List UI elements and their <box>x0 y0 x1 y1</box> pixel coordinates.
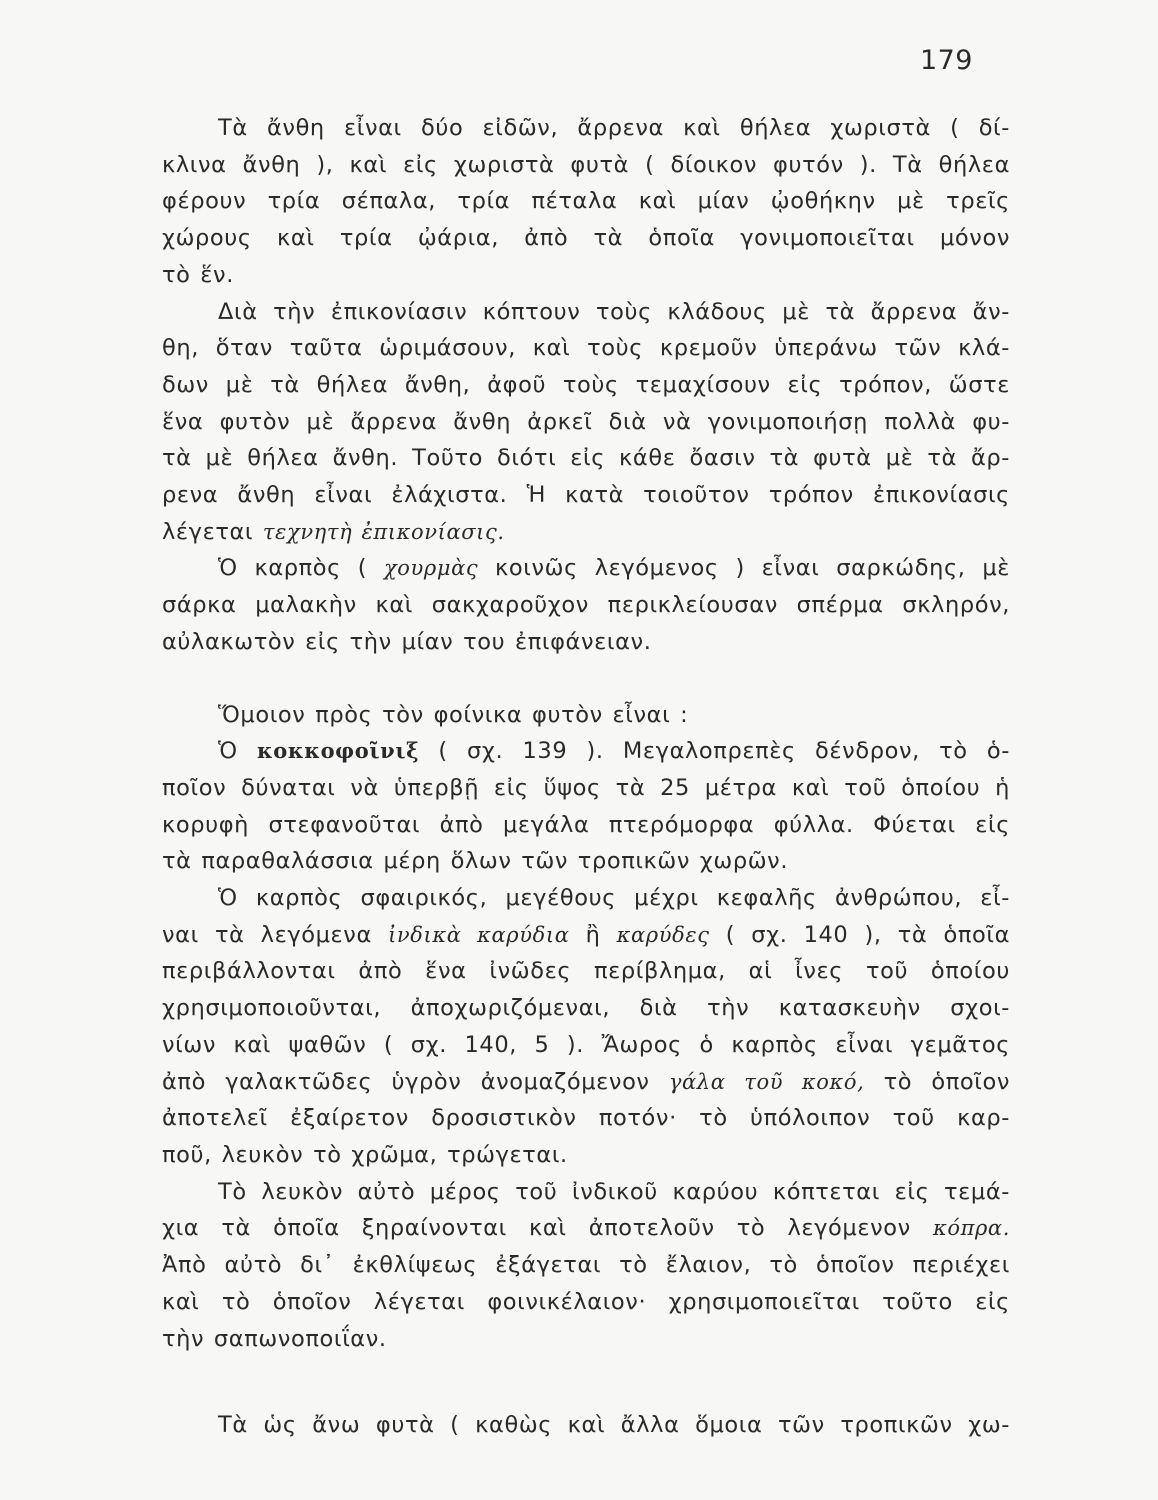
text-line <box>162 1210 1010 1247</box>
text-fragment: Ὁ <box>218 738 257 765</box>
text-line: τὴν σαπωνοποιΐαν. <box>162 1325 387 1352</box>
text-fragment: ἢ <box>569 921 617 948</box>
text-line: νίων καὶ ψαθῶν ( σχ. 140, 5 ). Ἄωρος ὁ καρπὸς εἶναι γεμᾶτος <box>162 1031 1010 1058</box>
paragraph-pollination <box>162 294 1010 551</box>
italic-term: καρύδες <box>616 922 710 947</box>
text-line <box>162 1064 1010 1101</box>
text-line: τὰ μὲ θήλεα ἄνθη. Τοῦτο διότι εἰς κάθε ὄασιν τὰ φυτὰ μὲ τὰ ἄρ- <box>162 445 1010 472</box>
text-line: θη, ὅταν ταῦτα ὡριμάσουν, καὶ τοὺς κρεμοῦν ὑπεράνω τῶν κλά- <box>162 335 1010 362</box>
text-fragment: τὸ ὁποῖον <box>864 1068 1010 1095</box>
text-fragment: ( σχ. 140 ), τὰ ὁποῖα <box>709 921 1010 948</box>
text-line: χρησιμοποιοῦνται, ἀποχωριζόμεναι, διὰ τὴν κατασκευὴν σχοι- <box>162 995 1010 1022</box>
text-line <box>162 550 1010 587</box>
bold-term: κοκκοφοῖνιξ <box>256 738 420 764</box>
text-line: Ἀπὸ αὐτὸ δι᾽ ἐκθλίψεως ἐξάγεται τὸ ἔλαιον, τὸ ὁποῖον περιέχει <box>162 1252 1010 1279</box>
text-fragment: χια τὰ ὁποῖα ξηραίνονται καὶ ἀποτελοῦν τὸ λεγόμενον <box>162 1215 933 1242</box>
paragraph-coconut-fruit <box>162 880 1010 1174</box>
text-line: Τὰ ὡς ἄνω φυτὰ ( καθὼς καὶ ἄλλα ὅμοια τῶν τροπικῶν χω- <box>218 1412 1010 1439</box>
text-line: φέρουν τρία σέπαλα, τρία πέταλα καὶ μίαν ᾠοθήκην μὲ τρεῖς <box>162 188 1010 215</box>
text-line: χώρους καὶ τρία ᾠάρια, ἀπὸ τὰ ὁποῖα γονιμοποιεῖται μόνον <box>162 225 1010 252</box>
paragraph-similar <box>162 697 1010 734</box>
text-line: ρενα ἄνθη εἶναι ἐλάχιστα. Ἡ κατὰ τοιοῦτον τρόπον ἐπικονίασις <box>162 482 1010 509</box>
text-line <box>162 917 1010 954</box>
text-line: ποῦ, λευκὸν τὸ χρῶμα, τρώγεται. <box>162 1141 568 1168</box>
italic-term: ἰνδικὰ καρύδια <box>388 922 570 947</box>
text-fragment: κοινῶς λεγόμενος ) εἶναι σαρκώδης, μὲ <box>478 555 1010 582</box>
paragraph-coconut-palm <box>162 733 1010 880</box>
text-line: ποῖον δύναται νὰ ὑπερβῇ εἰς ὕψος τὰ 25 μέτρα καὶ τοῦ ὁποίου ἡ <box>162 774 1010 801</box>
text-line: Τὰ ἄνθη εἶναι δύο εἰδῶν, ἄρρενα καὶ θήλεα χωριστὰ ( δί- <box>218 115 1010 141</box>
text-line: Διὰ τὴν ἐπικονίασιν κόπτουν τοὺς κλάδους μὲ τὰ ἄρρενα ἄν- <box>218 298 1010 325</box>
text-fragment: Ὁ καρπὸς ( <box>218 555 384 582</box>
text-line <box>162 733 1010 770</box>
text-line: καὶ τὸ ὁποῖον λέγεται φοινικέλαιον· χρησιμοποιεῖται τοῦτο εἰς <box>162 1288 1010 1315</box>
text-fragment: λέγεται <box>162 518 263 545</box>
text-line: Ὅμοιον πρὸς τὸν φοίνικα φυτὸν εἶναι : <box>218 701 689 728</box>
italic-term: γάλα τοῦ κοκό, <box>668 1069 865 1094</box>
text-line: σάρκα μαλακὴν καὶ σακχαροῦχον περικλείουσαν σπέρμα σκληρόν, <box>162 592 1010 619</box>
text-line: ἀποτελεῖ ἐξαίρετον δροσιστικὸν ποτόν· τὸ ὑπόλοιπον τοῦ καρ- <box>162 1105 1010 1132</box>
italic-term: χουρμὰς <box>383 556 479 581</box>
text-fragment: ἀπὸ γαλακτῶδες ὑγρὸν ἀνομαζόμενον <box>162 1068 669 1095</box>
italic-term: κόπρα. <box>932 1216 1010 1241</box>
text-line: δων μὲ τὰ θήλεα ἄνθη, ἀφοῦ τοὺς τεμαχίσουν εἰς τρόπον, ὥστε <box>162 371 1010 398</box>
body-text <box>162 110 1010 1444</box>
paragraph-fruit <box>162 550 1010 660</box>
paragraph-flowers <box>162 110 1010 294</box>
text-line: κορυφὴ στεφανοῦται ἀπὸ μεγάλα πτερόμορφα φύλλα. Φύεται εἰς <box>162 811 1010 838</box>
paragraph-tropical <box>162 1407 1010 1444</box>
text-line: αὐλακωτὸν εἰς τὴν μίαν του ἐπιφάνειαν. <box>162 628 652 655</box>
text-line: Ὁ καρπὸς σφαιρικός, μεγέθους μέχρι κεφαλῆς ἀνθρώπου, εἶ- <box>218 885 1010 912</box>
paragraph-copra <box>162 1174 1010 1358</box>
text-fragment: ναι τὰ λεγόμενα <box>162 921 389 948</box>
page-number: 179 <box>919 45 973 76</box>
text-line: κλινα ἄνθη ), καὶ εἰς χωριστὰ φυτὰ ( δίοικον φυτόν ). Τὰ θήλεα <box>162 151 1010 178</box>
italic-term: τεχνητὴ ἐπικονίασις. <box>262 519 505 544</box>
text-line <box>162 514 1010 551</box>
text-line: Τὸ λευκὸν αὐτὸ μέρος τοῦ ἰνδικοῦ καρύου κόπτεται εἰς τεμά- <box>218 1178 1010 1205</box>
text-line: τὸ ἕν. <box>162 261 234 288</box>
text-line: ἕνα φυτὸν μὲ ἄρρενα ἄνθη ἀρκεῖ διὰ νὰ γονιμοποιήσῃ πολλὰ φυ- <box>162 408 1010 435</box>
text-fragment: ( σχ. 139 ). Μεγαλοπρεπὲς δένδρον, τὸ ὁ- <box>419 738 1010 765</box>
text-line: περιβάλλονται ἀπὸ ἕνα ἰνῶδες περίβλημα, αἱ ἶνες τοῦ ὁποίου <box>162 958 1010 985</box>
text-line: τὰ παραθαλάσσια μέρη ὅλων τῶν τροπικῶν χωρῶν. <box>162 848 789 875</box>
